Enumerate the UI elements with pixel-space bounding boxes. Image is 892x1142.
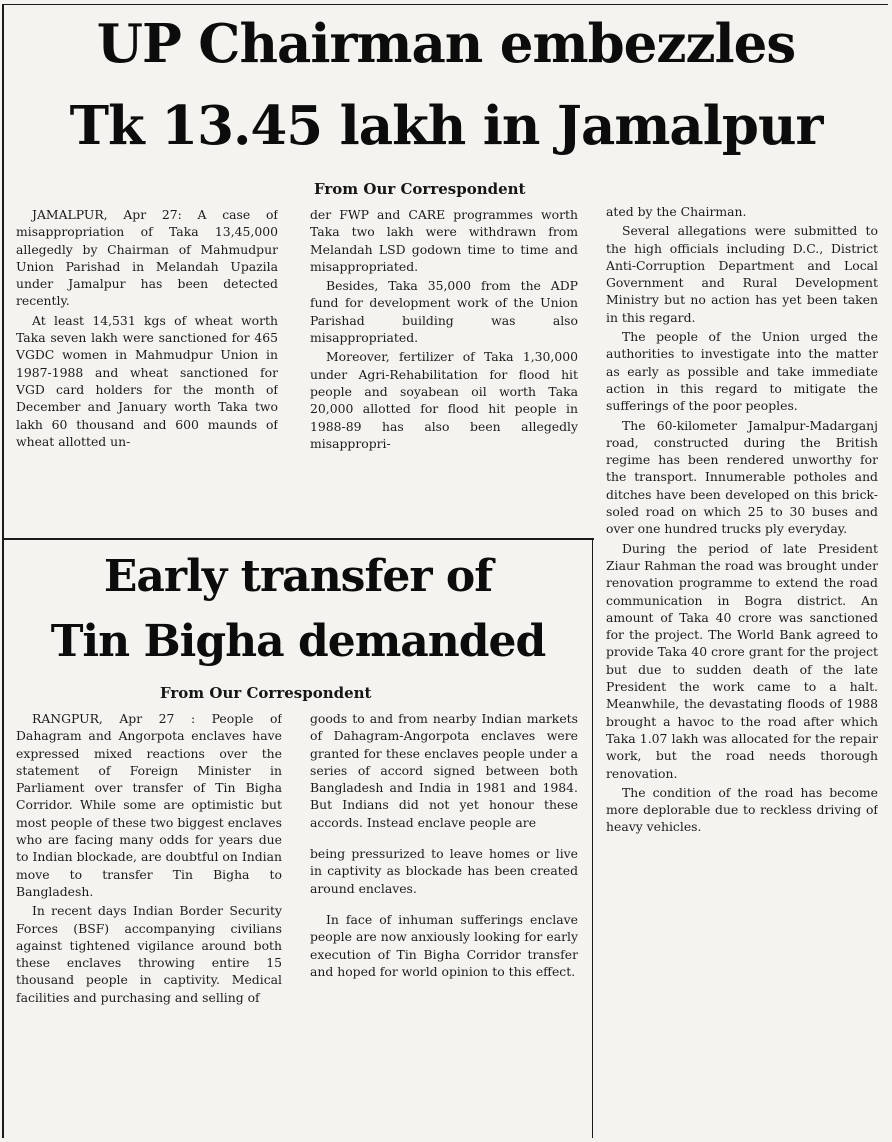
article1-col3-para-6: The condition of the road has become more deplorable due to reckless driving of heavy vehicles. [606,784,878,835]
article-divider [4,538,594,540]
article2-col1-para-2: In recent days Indian Border Security Forces (BSF) accompanying civilians against tightened vigilance around both these enclaves throwing entire 15 thousand people in captivity. Medical facilities and purchasing and selling of [16,903,282,1005]
article1-col3-para-2: Several allegations were submitted to the high officials including D.C., District Anti-Corruption Department and Local Government and Rural Development Ministry but no action has yet been taken in this regard. [606,223,878,325]
left-border [2,4,4,1138]
article1-col3-para-1: ated by the Chairman. [606,204,747,219]
article1-headline-line1: UP Chairman embezzles [96,13,796,75]
article2-col2-para-3: In face of inhuman sufferings enclave people are now anxiously looking for early execution of Tin Bigha Corridor transfer and hoped for world opinion to this effect. [310,911,578,979]
article2-col1-para-1: RANGPUR, Apr 27 : People of Dahagram and Angorpota enclaves have expressed mixed reactions over the statement of Foreign Minister in Parliament over transfer of Tin Bigha Corridor. While some are optimistic but most people of these two biggest enclaves who are facing many odds for years due to Indian blockade, are doubtful on Indian move to transfer Tin Bigha to Bangladesh. [16,711,282,899]
top-border [2,4,888,5]
article1-column-1 [16,206,278,534]
article1-col3-para-3: The people of the Union urged the authorities to investigate into the matter as early as possible and take immediate action in this regard to mitigate the sufferings of the poor peoples. [606,329,878,414]
article2-col2-para-2: being pressurized to leave homes or live in captivity as blockade has been created around enclaves. [310,846,578,896]
article2-headline-line2: Tin Bigha demanded [50,616,546,667]
article1-col2-para-1: der FWP and CARE programmes worth Taka two lakh were withdrawn from Melandah LSD godown time to time and misappropriated. [310,207,578,274]
article1-headline-line2: Tk 13.45 lakh in Jamalpur [69,95,823,157]
article1-col3-para-5: During the period of late President Ziaur Rahman the road was brought under renovation programme to extend the road communication in Bogra district. An amount of Taka 40 crore was sanctioned for the project. The World Bank agreed to provide Taka 40 crore grant for the project but due to sudden death of the late President the work came to a halt. Meanwhile, the devastating floods of 1988 brought a havoc to the road after which Taka 1.07 lakh was allocated for the repair work, but the road needs thorough renovation. [606,540,878,781]
article2-column-2 [310,710,578,1138]
article1-column-3 [606,203,878,1138]
article1-col1-para-2: At least 14,531 kgs of wheat worth Taka seven lakh were sanctioned for 465 VGDC women in Mahmudpur Union in 1987-1988 and wheat sanctioned for VGD card holders for the month of December and January worth Taka two lakh 60 thousand and 600 maunds of wheat allotted un- [16,312,278,449]
article1-column-2 [310,206,578,534]
column-rule-right [592,540,593,1138]
article1-col2-para-3: Moreover, fertilizer of Taka 1,30,000 under Agri-Rehabilitation for flood hit people and soyabean oil worth Taka 20,000 allotted for flood hit people in 1988-89 has also been allegedly misappropri- [310,349,578,451]
article1-byline: From Our Correspondent [314,180,526,198]
article1-col2-para-2: Besides, Taka 35,000 from the ADP fund for development work of the Union Parishad building was also misappropriated. [310,278,578,346]
article2-col2-para-1: goods to and from nearby Indian markets of Dahagram-Angorpota enclaves were granted for these enclaves people under a series of accord signed between both Bangladesh and India in 1981 and 1984. But Indians did not yet honour these accords. Instead enclave people are [310,711,578,830]
article2-column-1 [16,710,282,1138]
article1-col1-para-1: JAMALPUR, Apr 27: A case of misappropriation of Taka 13,45,000 allegedly by Chairman of Mahmudpur Union Parishad in Melandah Upazila under Jamalpur has been detected recently. [16,207,278,309]
article2-headline-line1: Early transfer of [103,551,493,602]
article2-byline: From Our Correspondent [160,684,372,702]
article1-col3-para-4: The 60-kilometer Jamalpur-Madarganj road, constructed during the British regime has been rendered unworthy for the transport. Innumerable potholes and ditches have been developed on this brick-soled road on which 25 to 30 buses and over one hundred trucks ply everyday. [606,417,878,537]
